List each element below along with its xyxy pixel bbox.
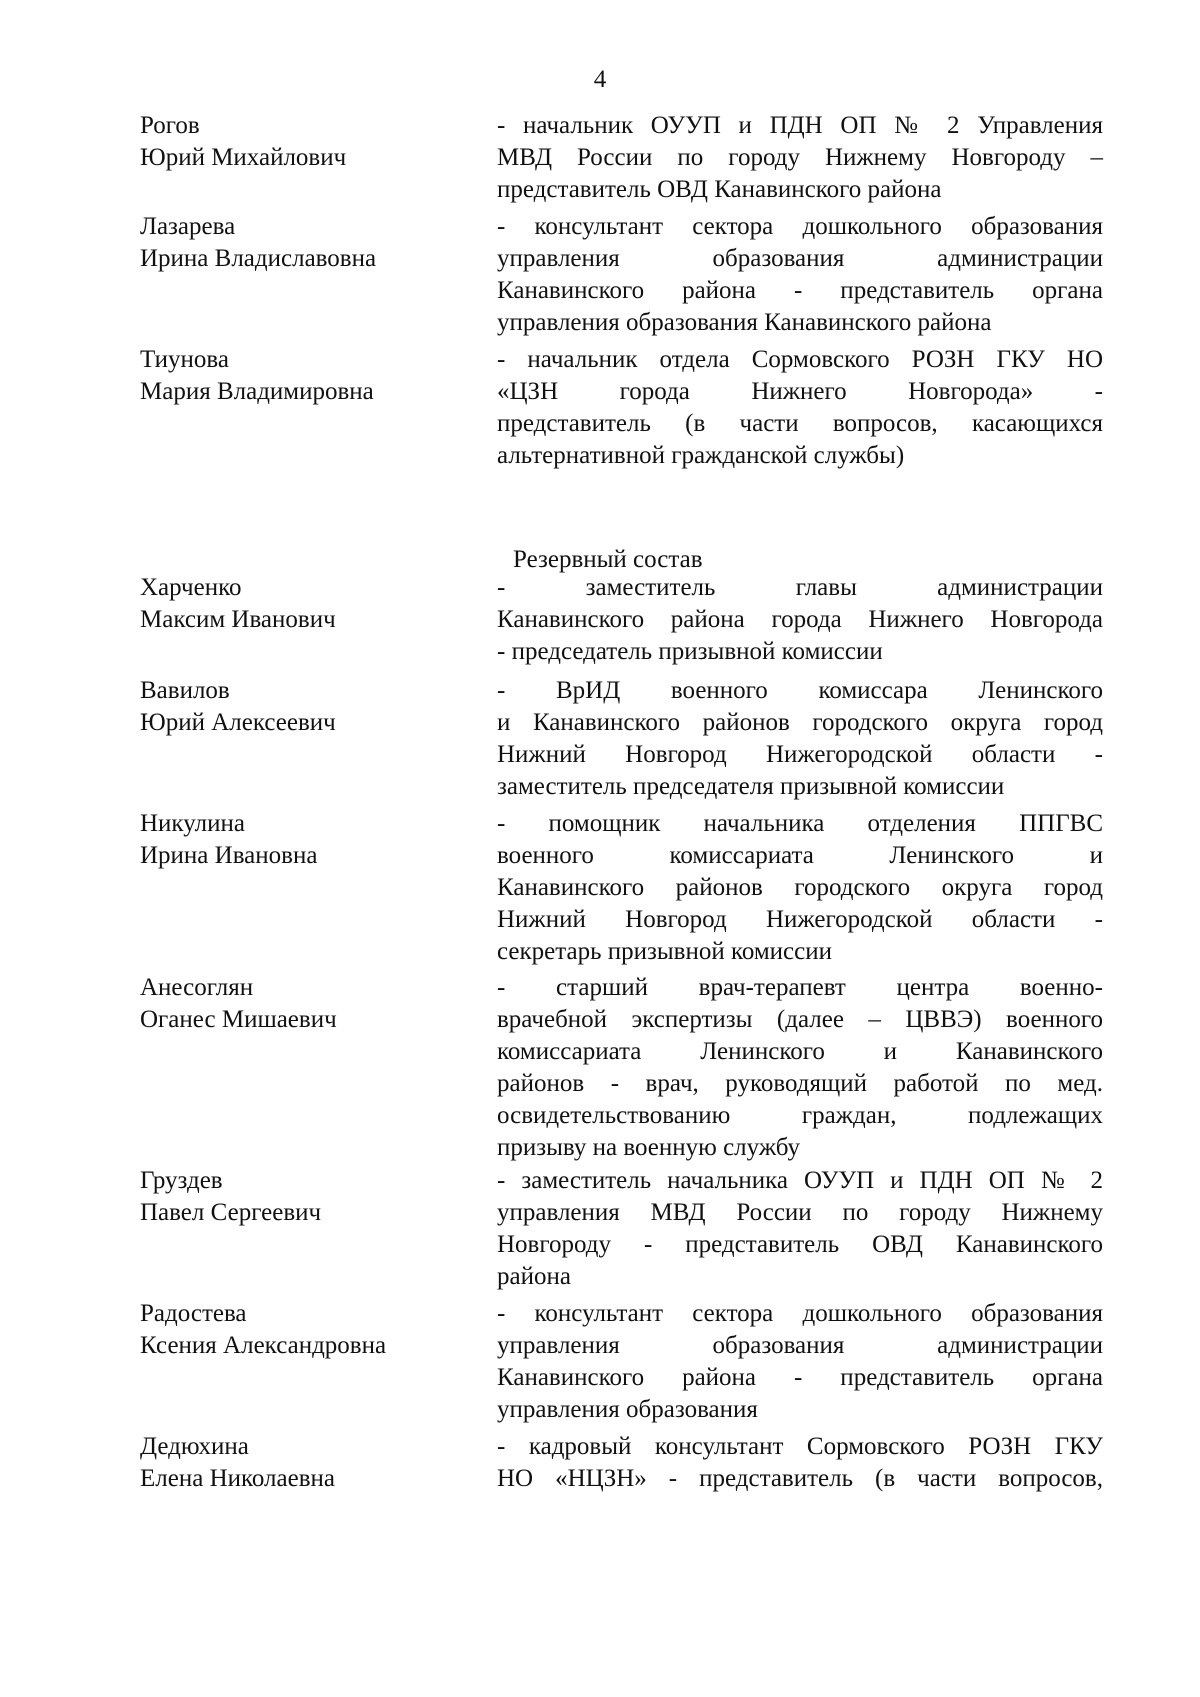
member-given-names: Максим Иванович	[140, 606, 336, 633]
member-name	[140, 1298, 480, 1362]
member-role-line: - заместитель начальника ОУУП и ПДН ОП № 2	[497, 1167, 1103, 1194]
member-role-line: и Канавинского районов городского округа город	[497, 709, 1103, 736]
member-role-line: - консультант сектора дошкольного образования	[497, 1300, 1103, 1327]
member-role	[497, 808, 1103, 968]
member-role-line: - старший врач-терапевт центра военно-	[497, 974, 1103, 1001]
member-role-line: Канавинского районов городского округа город	[497, 874, 1103, 901]
member-given-names: Мария Владимировна	[140, 378, 374, 405]
member-role-line: освидетельствованию граждан, подлежащих	[497, 1102, 1103, 1129]
member-name	[140, 675, 480, 739]
member-given-names: Ирина Владиславовна	[140, 245, 377, 272]
member-surname: Рогов	[140, 112, 200, 139]
member-given-names: Ксения Александровна	[140, 1332, 387, 1359]
member-role	[497, 972, 1103, 1164]
member-role-line: призыву на военную службу	[497, 1134, 801, 1161]
member-name	[140, 1431, 480, 1495]
member-role-line: представитель (в части вопросов, касающихся	[497, 410, 1103, 437]
member-role-line: заместитель председателя призывной комиссии	[497, 773, 1005, 800]
member-role	[497, 572, 1103, 668]
member-role	[497, 1165, 1103, 1293]
member-role-line: представитель ОВД Канавинского района	[497, 176, 942, 203]
member-role-line: района	[497, 1263, 571, 1290]
member-role	[497, 211, 1103, 339]
member-role-line: - заместитель главы администрации	[497, 574, 1103, 601]
member-role-line: - начальник ОУУП и ПДН ОП № 2 Управления	[497, 112, 1103, 139]
member-role	[497, 1298, 1103, 1426]
member-role-line: НО «НЦЗН» - представитель (в части вопросов,	[497, 1465, 1103, 1492]
member-name	[140, 344, 480, 408]
member-role-line: управления образования администрации	[497, 1332, 1103, 1359]
member-surname: Тиунова	[140, 346, 229, 373]
member-name	[140, 572, 480, 636]
member-name	[140, 972, 480, 1036]
member-role-line: - кадровый консультант Сормовского РОЗН ГКУ	[497, 1433, 1103, 1460]
member-role-line: врачебной экспертизы (далее – ЦВВЭ) военного	[497, 1006, 1103, 1033]
member-role	[497, 675, 1103, 803]
member-role-line: альтернативной гражданской службы)	[497, 442, 905, 469]
member-role-line: - консультант сектора дошкольного образования	[497, 213, 1103, 240]
member-role-line: секретарь призывной комиссии	[497, 938, 833, 965]
member-name	[140, 211, 480, 275]
member-role-line: Канавинского района - представитель органа	[497, 277, 1103, 304]
member-name	[140, 110, 480, 174]
member-surname: Вавилов	[140, 677, 230, 704]
member-role	[497, 1431, 1103, 1495]
member-given-names: Юрий Михайлович	[140, 144, 347, 171]
member-given-names: Елена Николаевна	[140, 1465, 335, 1492]
member-role-line: - ВрИД военного комиссара Ленинского	[497, 677, 1103, 704]
member-role-line: - председатель призывной комиссии	[497, 638, 883, 665]
member-role-line: комиссариата Ленинского и Канавинского	[497, 1038, 1103, 1065]
member-surname: Анесоглян	[140, 974, 254, 1001]
member-surname: Дедюхина	[140, 1433, 249, 1460]
member-role-line: Новгороду - представитель ОВД Канавинского	[497, 1231, 1103, 1258]
member-role-line: МВД России по городу Нижнему Новгороду –	[497, 144, 1103, 171]
member-role-line: «ЦЗН города Нижнего Новгорода» -	[497, 378, 1103, 405]
section-heading-reserve: Резервный состав	[513, 546, 703, 573]
member-surname: Лазарева	[140, 213, 236, 240]
member-role-line: Канавинского района - представитель органа	[497, 1364, 1103, 1391]
member-given-names: Павел Сергеевич	[140, 1199, 322, 1226]
member-role-line: Нижний Новгород Нижегородской области -	[497, 741, 1103, 768]
member-role-line: Канавинского района города Нижнего Новгорода	[497, 606, 1103, 633]
member-role-line: Нижний Новгород Нижегородской области -	[497, 906, 1103, 933]
member-role	[497, 344, 1103, 472]
member-given-names: Юрий Алексеевич	[140, 709, 336, 736]
member-surname: Радостева	[140, 1300, 247, 1327]
member-role-line: военного комиссариата Ленинского и	[497, 842, 1103, 869]
member-role-line: районов - врач, руководящий работой по мед.	[497, 1070, 1103, 1097]
member-surname: Никулина	[140, 810, 245, 837]
member-given-names: Ирина Ивановна	[140, 842, 318, 869]
member-name	[140, 1165, 480, 1229]
member-role	[497, 110, 1103, 206]
member-role-line: управления образования Канавинского района	[497, 309, 992, 336]
member-role-line: управления МВД России по городу Нижнему	[497, 1199, 1103, 1226]
member-role-line: - помощник начальника отделения ППГВС	[497, 810, 1103, 837]
member-given-names: Оганес Мишаевич	[140, 1006, 337, 1033]
member-role-line: управления образования администрации	[497, 245, 1103, 272]
member-name	[140, 808, 480, 872]
member-surname: Харченко	[140, 574, 242, 601]
page-number: 4	[593, 66, 607, 93]
member-surname: Груздев	[140, 1167, 223, 1194]
member-role-line: - начальник отдела Сормовского РОЗН ГКУ НО	[497, 346, 1103, 373]
member-role-line: управления образования	[497, 1396, 758, 1423]
